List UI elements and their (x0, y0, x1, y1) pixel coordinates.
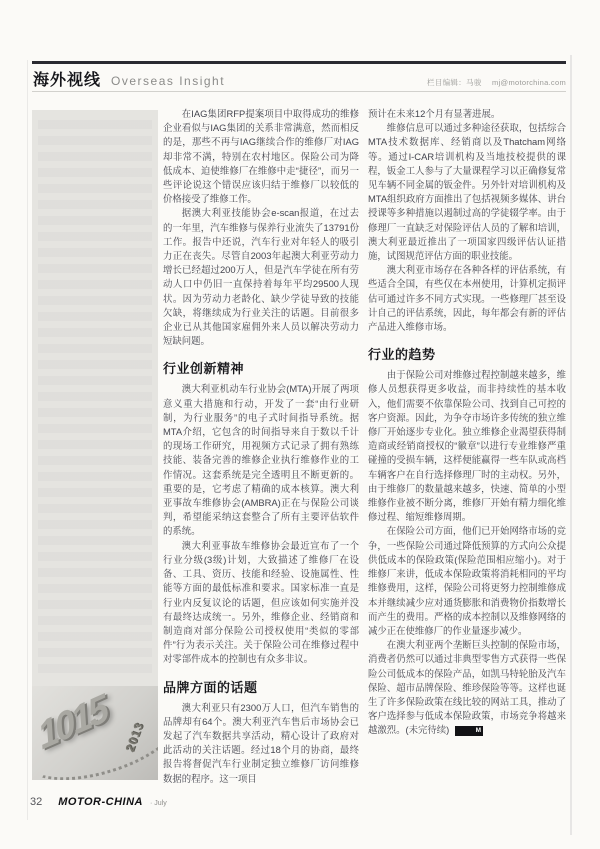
page-right-edge-shadow (570, 55, 572, 835)
page-left-edge-shadow (27, 60, 28, 820)
header-sub-rule (32, 91, 566, 92)
paragraph-last (368, 638, 566, 737)
paragraph-text: 在澳大利亚两个垄断巨头控制的保险市场，消费者仍然可以通过非典型零售方式获得一些保险公司低成本的保险产品，如凯马特轮胎及汽车保险、超市品牌保险、维珍保险等等。这样也诞生了许多保险政策在线比较的网站工具，推动了客户选择参与低成本保险政策，市场竞争将越来越激烈。(未完待续) (368, 639, 566, 736)
editor-email: mj@motorchina.com (492, 78, 566, 87)
article-column-right (368, 107, 566, 738)
section-title-en: Overseas Insight (111, 74, 226, 88)
issue-month: · July (149, 800, 167, 807)
section-title-zh: 海外视线 (33, 72, 102, 89)
paragraph: 据澳大利亚技能协会e-scan报道，在过去的一年里，汽车维修与保养行业流失了13791份工作。报告中还说，汽车行业对年轻人的吸引力正在丧失。尽管自2003年起澳大利亚劳动力增长已经超过200万人，但是汽车学徒在所有劳动人口中仍旧一直保持着每年平均29500人现状。因为劳动力老龄化、缺少学徒导致的技能欠缺，将继续成为行业关注的话题。目前很多企业已从其他国家雇佣外来人员以解决劳动力短缺问题。 (163, 207, 359, 347)
paragraph: 澳大利亚机动车行业协会(MTA)开展了两项意义重大措施和行动，开发了一套“由行业研制，为行业服务”的电子式时间指导系统。据MTA介绍，它包含的时间指导来自于数以千计的现场工作研究，用视频方式记录了拥有熟练技能、装备完善的维修企业执行维修作业的工作情况。这套系统是完全透明且不断更新的。重要的是，它考虑了精确的成本核算。澳大利亚事故车维修协会(AMBRA)正在与保险公司谈判，希望能采纳这套整合了所有主要评估软件的系统。 (163, 383, 359, 537)
header-top-rule (32, 61, 566, 64)
paragraph: 澳大利亚只有2300万人口，但汽车销售的品牌却有64个。澳大利亚汽车售后市场协会已发起了汽车数据共享活动，精心设计了政府对此活动的关注话题。经过18个月的协商，最终报告将督促汽车行业制定独立维修厂访问维修数据的程序。这一项目 (163, 701, 359, 784)
article-photo (32, 686, 158, 780)
magazine-end-mark-icon: M (455, 726, 483, 736)
paragraph: 澳大利亚市场存在各种各样的评估系统，有些适合全国，有些仅在本州使用，计算机定损评估可通过许多不同方式实现。一些修理厂甚至设计自己的评估系统，因此，每年都会有新的评估产品进入维修市场。 (368, 264, 566, 333)
paragraph: 在保险公司方面，他们已开始网络市场的竞争，一些保险公司通过降低预算的方式向公众提供低成本的保险政策(保险范围相应缩小)。对于维修厂来讲，低成本保险政策将消耗相同的平均维修费用，这样，保险公司将更努力控制维修成本并继续减少应对通货膨胀和消费物价指数增长而产生的费用。严格的成本控制以及维修网络的减少正在使维修厂的作业量逐步减少。 (368, 525, 566, 636)
paragraph-continuation: 预计在未来12个月有显著进展。 (368, 108, 501, 119)
editor-credit (419, 77, 566, 88)
paragraph: 在IAG集团RFP提案项目中取得成功的维修企业看似与IAG集团的关系非常满意，然而相反的是，那些不再与IAG继续合作的维修厂对IAG却非常不满，特别在农村地区。保险公司为降低成本、迫使维修厂在维修中走“捷径”，而另一些评论说这个错误应该归结于维修厂以较低的价格接受了维修工作。 (163, 108, 359, 205)
page-header (33, 67, 566, 90)
paragraph: 由于保险公司对维修过程控制越来越多，维修人员想获得更多收益，而非持续性的基本收入，他们需要不依靠保险公司、找到自己可控的客户资源。因此，为争夺市场许多传统的独立维修厂开始逐步专业化。独立维修企业渴望获得制造商或经销商授权的“徽章”以进行专业维修严重碰撞的受损车辆，这样便能赢得一些车队或高档车辆客户在自行选择修理厂时的主动权。另外，由于维修厂的数量越来越多，快速、简单的小型维修作业被不断分离，维修厂开始有精力细化维修过程、缩短维修周期。 (368, 369, 566, 523)
magazine-logo: MOTOR-CHINA (58, 796, 143, 808)
photo-year-digits: 2013 (122, 720, 147, 754)
page-footer (30, 796, 167, 808)
page-number: 32 (30, 796, 43, 808)
section-heading-brand: 品牌方面的话题 (163, 679, 258, 695)
editor-name: 栏目编辑：马骏 (427, 78, 482, 87)
section-heading-trends: 行业的趋势 (368, 347, 436, 363)
photo-3d-digits: 1015 (33, 687, 111, 759)
section-heading-innovation: 行业创新精神 (163, 361, 245, 377)
paragraph: 澳大利亚事故车维修协会最近宣布了一个行业分级(3级)计划，大致描述了维修厂在设备、工具、资历、技能和经验、设施属性、性能等方面的最低标准和要求。国家标准一直是行业内反复议论的话题，但应该如何实施并没有最终达成统一。另外，维修企业、经销商和制造商对部分保险公司授权使用“类似的零部件”行为表示关注。关于保险公司在维修过程中对零部件成本的控制也有众多非议。 (163, 539, 359, 665)
sidebar-gray-panel (32, 110, 158, 686)
article-column-left (163, 107, 359, 786)
paragraph: 维修信息可以通过多种途径获取，包括综合MTA技术数据库、经销商以及Thatcham网络等。通过I-CAR培训机构及当地技校提供的课程，钣金工人参与了大量课程学习以正确修复常见车辆不同金属的钣金件。另外针对培训机构及MTA组织政府方面推出了包括视频多媒体、讲台授课等多种措施以遏制过高的学徒辍学率。由于修理厂一直缺乏对保险评估人员的了解和培训，澳大利亚最近推出了一项国家四级评估认证措施，试图规范评估方面的职业技能。 (368, 122, 566, 262)
